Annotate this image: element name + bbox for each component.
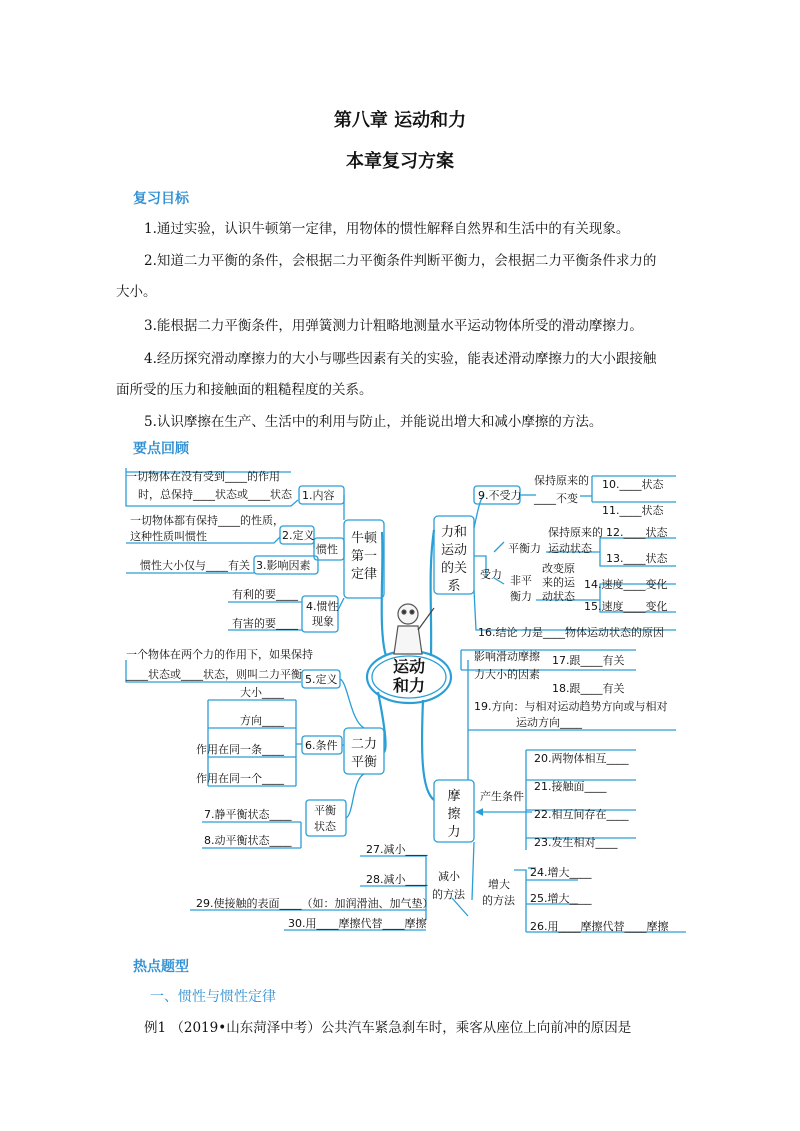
teacher-illustration	[394, 604, 434, 654]
friction-title-1: 摩	[447, 789, 461, 804]
balance-cond-label: 6.条件	[305, 739, 338, 752]
decrease-item-3: 29.使接触的表面____（如：加润滑油、加气垫）	[196, 897, 434, 910]
no-force-text-1: 保持原来的	[534, 474, 589, 487]
newton-factor-label: 3.影响因素	[256, 559, 311, 572]
newton-def-line-1: 一切物体都有保持____的性质，	[130, 514, 284, 527]
friction-cond-2: 21.接触面____	[534, 780, 607, 793]
decrease-item-1: 27.减小____	[366, 843, 428, 856]
balance-state-1: 7.静平衡状态____	[204, 808, 292, 821]
goal-item-4-cont: 面所受的压力和接触面的粗糙程度的关系。	[116, 382, 373, 398]
inertia-label: 惯性	[316, 543, 338, 556]
decrease-label-2: 的方法	[432, 888, 465, 901]
key-points-heading: 要点回顾	[133, 441, 189, 457]
newton-content-line-1: 一切物体在没有受到____的作用	[126, 470, 280, 483]
unbalanced-label-1: 非平	[510, 574, 532, 587]
chapter-title: 第八章 运动和力	[333, 110, 467, 131]
balance-def-line-2: ____状态或____状态，则叫二力平衡	[126, 668, 302, 681]
increase-item-2: 25.增大____	[530, 892, 592, 905]
increase-item-1: 24.增大____	[530, 866, 592, 879]
force-label: 受力	[480, 568, 502, 581]
unbalanced-text-1: 改变原	[542, 562, 575, 575]
goal-item-1: 1.通过实验，认识牛顿第一定律，用物体的惯性解释自然界和生活中的有关现象。	[144, 221, 630, 237]
review-goals-heading: 复习目标	[133, 191, 189, 207]
decrease-item-2: 28.减小____	[366, 873, 428, 886]
balance-cond-4: 作用在同一个____	[196, 772, 284, 785]
increase-item-3: 26.用____摩擦代替____摩擦	[530, 920, 669, 933]
no-force-text-2: ____不变	[534, 492, 578, 505]
friction-factor-head-2: 力大小的因素	[474, 668, 540, 681]
friction-cond-4: 23.发生相对____	[534, 836, 618, 849]
newton-content-label: 1.内容	[302, 489, 335, 502]
balanced-label: 平衡力	[508, 542, 541, 555]
no-force-label: 9.不受力	[478, 489, 522, 502]
unbalanced-item-2: 15.速度____变化	[584, 600, 668, 613]
friction-cond-1: 20.两物体相互____	[534, 752, 629, 765]
fm-conclusion: 16.结论 力是____物体运动状态的原因	[478, 626, 664, 639]
hot-topics-heading: 热点题型	[133, 959, 189, 975]
balance-def-label: 5.定义	[305, 673, 338, 686]
friction-title-3: 力	[447, 825, 461, 840]
center-label-2: 和力	[392, 676, 426, 695]
newton-def-label: 2.定义	[282, 529, 315, 542]
phen-harmful: 有害的要____	[232, 617, 298, 630]
newton-title-2: 第一	[350, 549, 378, 564]
balance-cond-2: 方向____	[240, 714, 284, 727]
newton-factor-text: 惯性大小仅与____有关	[140, 559, 250, 572]
friction-title-2: 擦	[447, 807, 461, 822]
balance-cond-3: 作用在同一条____	[196, 743, 284, 756]
newton-title-3: 定律	[350, 567, 378, 582]
goal-item-2: 2.知道二力平衡的条件，会根据二力平衡条件判断平衡力，会根据二力平衡条件求力的	[144, 253, 657, 269]
newton-def-line-2: 这种性质叫惯性	[130, 530, 207, 543]
example-1: 例1 （2019•山东菏泽中考）公共汽车紧急刹车时，乘客从座位上向前冲的原因是	[144, 1020, 632, 1036]
no-force-item-1: 10.____状态	[602, 478, 664, 491]
center-label-1: 运动	[392, 657, 426, 676]
goal-item-2-cont: 大小。	[116, 284, 157, 300]
mind-map	[116, 460, 688, 942]
increase-label-1: 增大	[488, 878, 510, 891]
fm-title-4: 系	[447, 579, 461, 594]
balance-title-1: 二力	[350, 737, 378, 752]
increase-label-2: 的方法	[482, 894, 515, 907]
friction-factor-1: 17.跟____有关	[552, 654, 625, 667]
balanced-text-1: 保持原来的	[548, 526, 603, 539]
friction-factor-head-1: 影响滑动摩擦	[474, 650, 540, 663]
decrease-item-4: 30.用____摩擦代替____摩擦	[288, 917, 427, 930]
friction-cond-label: 产生条件	[480, 790, 524, 803]
decrease-label-1: 减小	[438, 870, 460, 883]
unbalanced-item-1: 14.速度____变化	[584, 578, 668, 591]
phen-label-1: 4.惯性	[306, 600, 339, 613]
balance-state-label-1: 平衡	[314, 804, 336, 817]
goal-item-5: 5.认识摩擦在生产、生活中的利用与防止，并能说出增大和减小摩擦的方法。	[144, 414, 603, 430]
friction-direction-2: 运动方向____	[516, 716, 582, 729]
newton-content-line-2: 时，总保持____状态或____状态	[138, 488, 292, 501]
friction-factor-2: 18.跟____有关	[552, 682, 625, 695]
fm-title-1: 力和	[440, 525, 468, 540]
unbalanced-text-2: 来的运	[542, 576, 575, 589]
phen-useful: 有利的要____	[232, 588, 298, 601]
balanced-item-1: 12.____状态	[606, 526, 668, 539]
balance-def-line-1: 一个物体在两个力的作用下，如果保持	[126, 648, 313, 661]
balance-state-2: 8.动平衡状态____	[204, 834, 292, 847]
unbalanced-label-2: 衡力	[510, 590, 532, 603]
no-force-item-2: 11.____状态	[602, 504, 664, 517]
balance-cond-1: 大小____	[240, 686, 284, 699]
fm-title-3: 的关	[440, 561, 468, 576]
balance-state-label-2: 状态	[314, 820, 336, 833]
balanced-item-2: 13.____状态	[606, 552, 668, 565]
hot-topics-subheading: 一、惯性与惯性定律	[150, 989, 276, 1005]
balanced-text-2: 运动状态	[548, 542, 592, 555]
goal-item-4: 4.经历探究滑动摩擦力的大小与哪些因素有关的实验，能表述滑动摩擦力的大小跟接触	[144, 351, 657, 367]
friction-direction-1: 19.方向：与相对运动趋势方向或与相对	[474, 700, 668, 713]
balance-title-2: 平衡	[350, 755, 378, 770]
unbalanced-text-3: 动状态	[542, 590, 575, 603]
newton-title-1: 牛顿	[350, 531, 378, 546]
phen-label-2: 现象	[312, 615, 334, 628]
friction-cond-3: 22.相互间存在____	[534, 808, 629, 821]
fm-title-2: 运动	[440, 543, 468, 558]
section-title: 本章复习方案	[346, 151, 454, 172]
goal-item-3: 3.能根据二力平衡条件，用弹簧测力计粗略地测量水平运动物体所受的滑动摩擦力。	[144, 318, 643, 334]
